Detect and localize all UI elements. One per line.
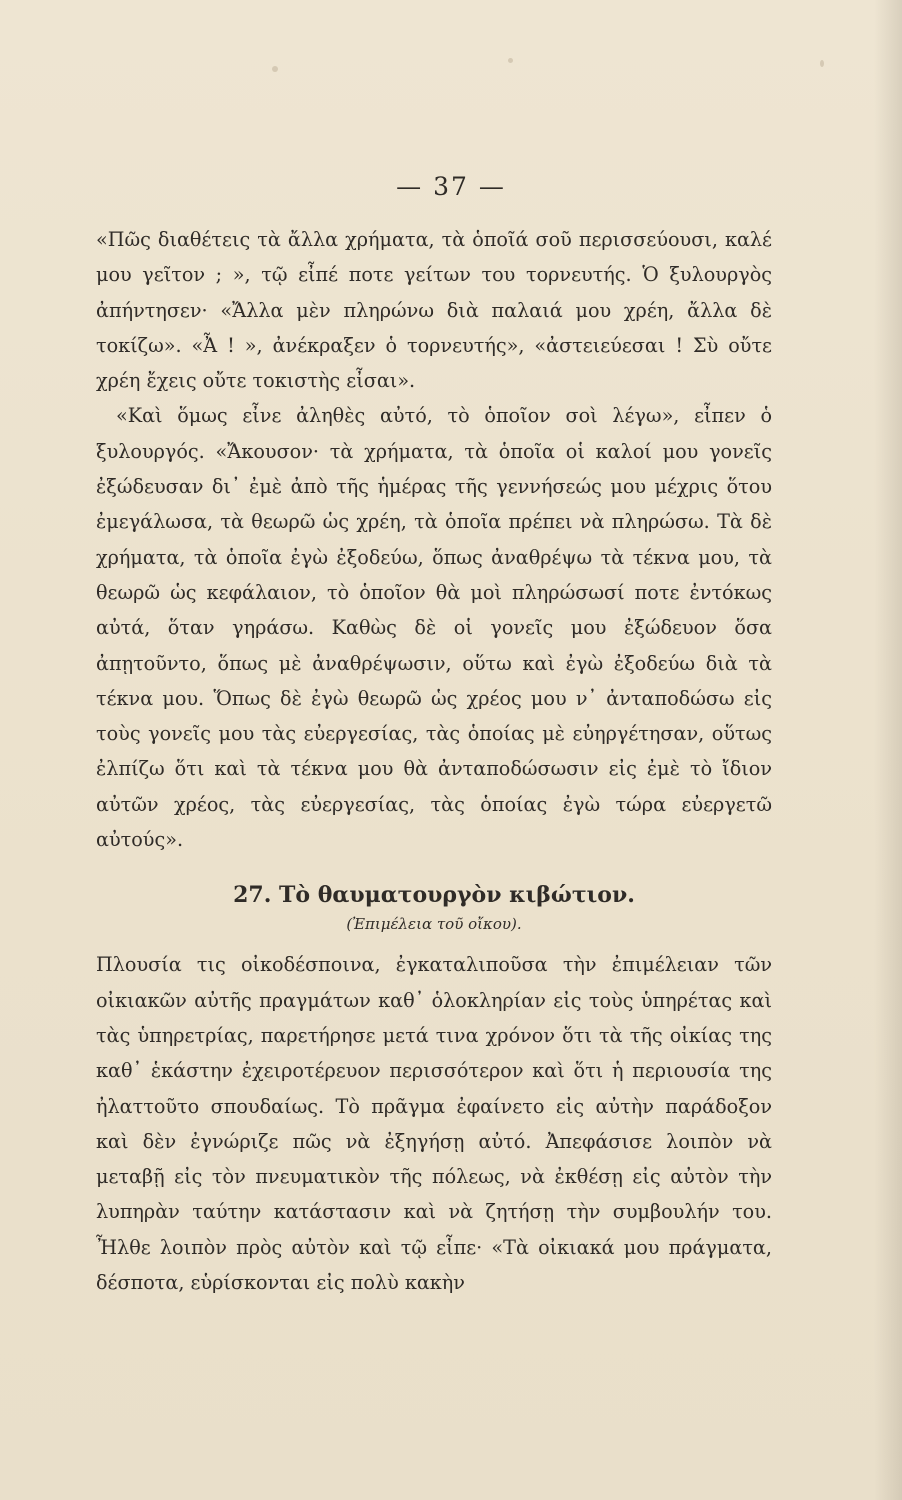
ink-speck (820, 60, 824, 67)
section-heading: 27. Τὸ θαυματουργὸν κιβώτιον. (233, 882, 635, 909)
page-number: — 37 — (396, 172, 506, 201)
body-text (96, 222, 772, 1300)
paragraph: «Πῶς διαθέτεις τὰ ἄλλα χρήματα, τὰ ὁποῖά σοῦ περισσεύουσι, καλέ μου γεῖτον ; », τῷ εἶπέ ποτε γείτων του τορνευτής. Ὁ ξυλουργὸς ἀπήντησεν· «Ἄλλα μὲν πληρώνω διὰ παλαιά μου χρέη, ἄλλα δὲ τοκίζω». «Ἆ ! », ἀνέκραξεν ὁ τορνευτής», «ἀστειεύεσαι ! Σὺ οὔτε χρέη ἔχεις οὔτε τοκιστὴς εἶσαι». (96, 228, 772, 393)
ink-speck (272, 66, 278, 72)
paragraph: «Καὶ ὅμως εἶνε ἀληθὲς αὐτό, τὸ ὁποῖον σοὶ λέγω», εἶπεν ὁ ξυλουργός. «Ἄκουσον· τὰ χρήματα, τὰ ὁποῖα οἱ καλοί μου γονεῖς ἐξώδευσαν δι᾿ ἐμὲ ἀπὸ τῆς ἡμέρας τῆς γεννήσεώς μου μέχρις ὅτου ἐμεγάλωσα, τὰ θεωρῶ ὡς χρέη, τὰ ὁποῖα πρέπει νὰ πληρώσω. Τὰ δὲ χρήματα, τὰ ὁποῖα ἐγὼ ἐξοδεύω, ὅπως ἀναθρέψω τὰ τέκνα μου, τὰ θεωρῶ ὡς κεφάλαιον, τὸ ὁποῖον θὰ μοὶ πληρώσωσί ποτε ἐντόκως αὐτά, ὅταν γηράσω. Καθὼς δὲ οἱ γονεῖς μου ἐξώδευον ὅσα ἀπῃτοῦντο, ὅπως μὲ ἀναθρέψωσιν, οὕτω καὶ ἐγὼ ἐξοδεύω διὰ τὰ τέκνα μου. Ὅπως δὲ ἐγὼ θεωρῶ ὡς χρέος μου ν᾿ ἀνταποδώσω εἰς τοὺς γονεῖς μου τὰς εὐεργεσίας, τὰς ὁποίας μὲ εὐηργέτησαν, οὕτως ἐλπίζω ὅτι καὶ τὰ τέκνα μου θὰ ἀνταποδώσωσιν εἰς ἐμὲ τὸ ἴδιον αὐτῶν χρέος, τὰς εὐεργεσίας, τὰς ὁποίας ἐγὼ τώρα εὐεργετῶ αὐτούς». (96, 404, 772, 852)
ink-speck (508, 58, 513, 63)
section-subtitle: (Ἐπιμέλεια τοῦ οἴκου). (346, 915, 522, 934)
page-edge-shadow (874, 0, 902, 1500)
paragraph: Πλουσία τις οἰκοδέσποινα, ἐγκαταλιποῦσα τὴν ἐπιμέλειαν τῶν οἰκιακῶν αὐτῆς πραγμάτων καθ᾿ ὁλοκληρίαν εἰς τοὺς ὑπηρέτας καὶ τὰς ὑπηρετρίας, παρετήρησε μετά τινα χρόνον ὅτι τὰ τῆς οἰκίας της καθ᾿ ἑκάστην ἐχειροτέρευον περισσότερον καὶ ὅτι ἡ περιουσία της ἠλαττοῦτο σπουδαίως. Τὸ πρᾶγμα ἐφαίνετο εἰς αὐτὴν παράδοξον καὶ δὲν ἐγνώριζε πῶς νὰ ἐξηγήσῃ αὐτό. Ἀπεφάσισε λοιπὸν νὰ μεταβῇ εἰς τὸν πνευματικὸν τῆς πόλεως, νὰ ἐκθέσῃ εἰς αὐτὸν τὴν λυπηρὰν ταύτην κατάστασιν καὶ νὰ ζητήσῃ τὴν συμβουλήν του. Ἦλθε λοιπὸν πρὸς αὐτὸν καὶ τῷ εἶπε· «Τὰ οἰκιακά μου πράγματα, δέσποτα, εὑρίσκονται εἰς πολὺ κακὴν (96, 953, 772, 1295)
